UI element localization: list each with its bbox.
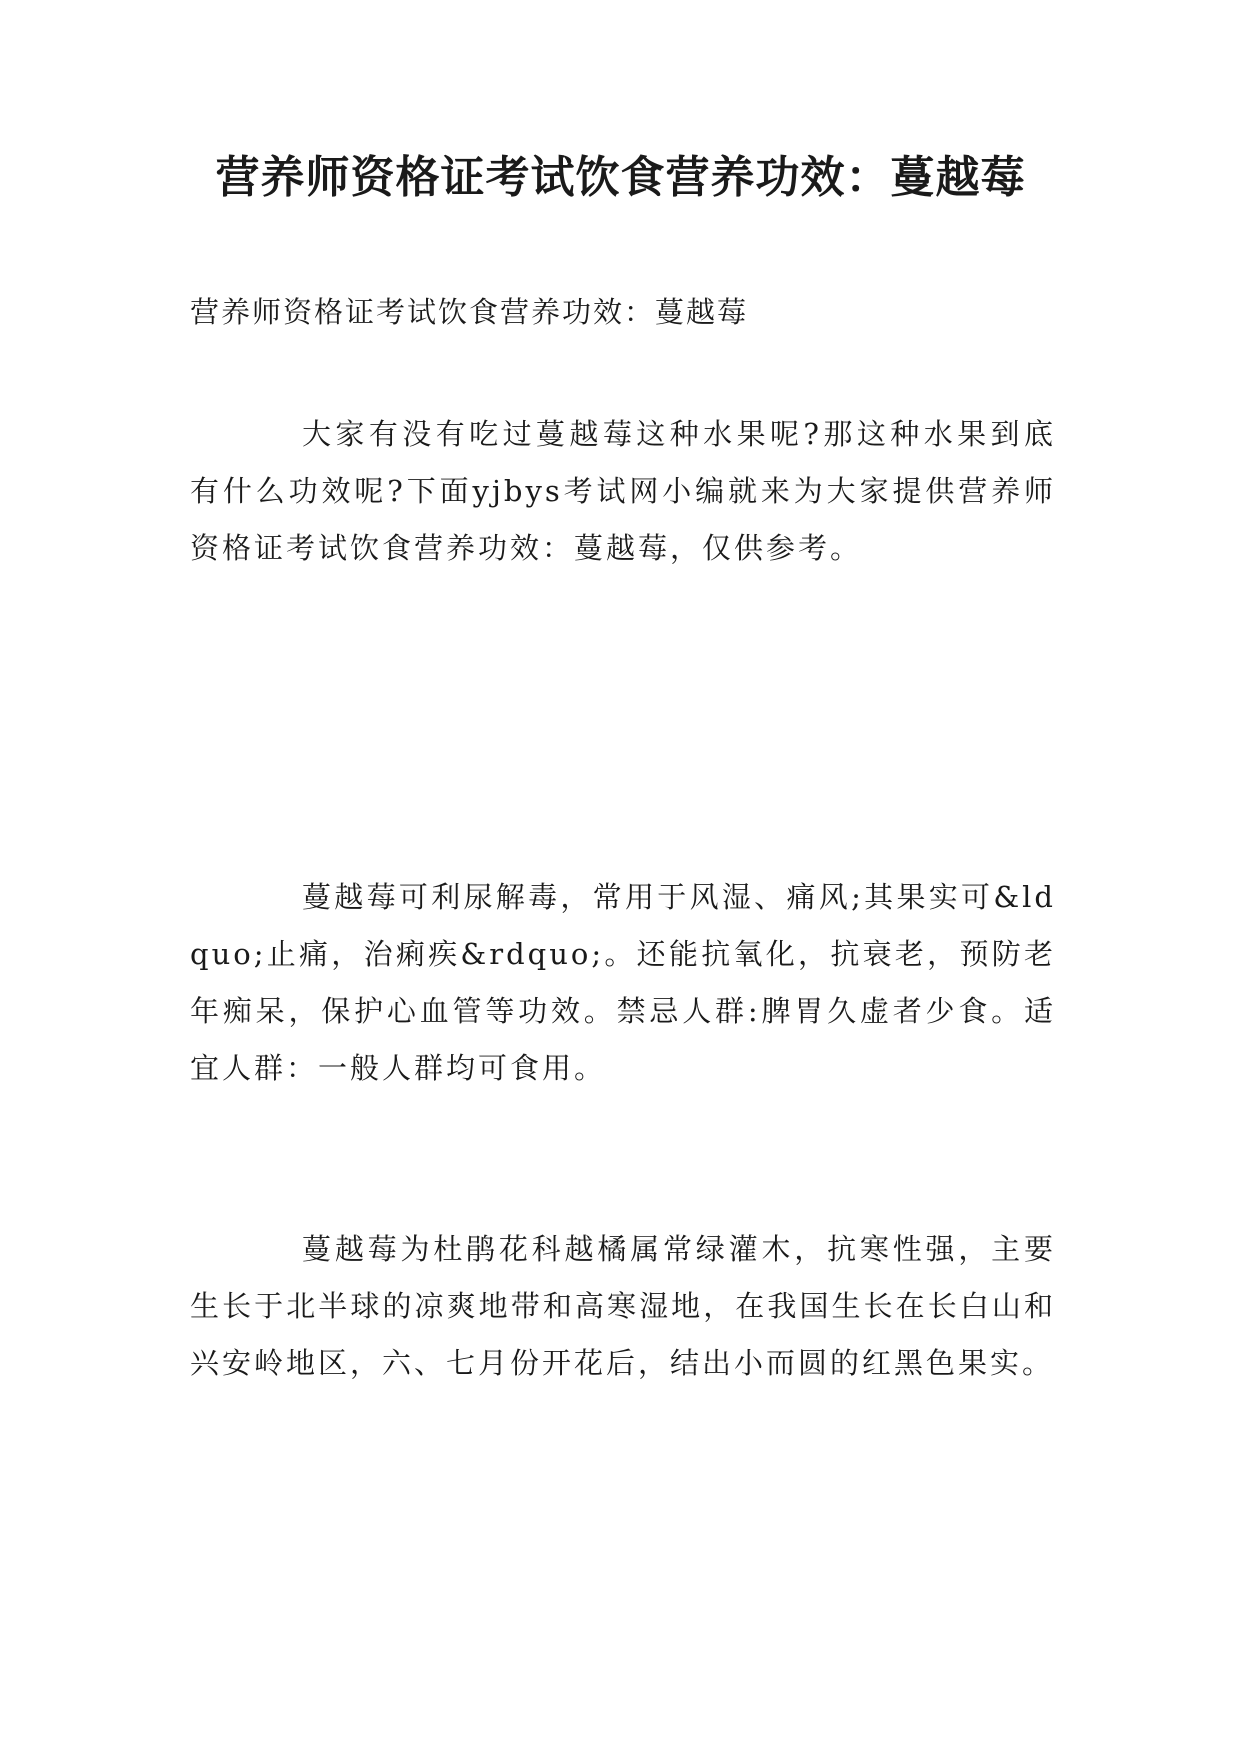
paragraph-effects: 蔓越莓可利尿解毒，常用于风湿、痛风;其果实可&ldquo;止痛，治痢疾&rdquo;。还能抗氧化，抗衰老，预防老年痴呆，保护心血管等功效。禁忌人群:脾胃久虚者少食。适宜人群：一般人群均可食用。 [190,880,1056,1085]
paragraph-intro: 大家有没有吃过蔓越莓这种水果呢?那这种水果到底有什么功效呢?下面yjbys考试网小编就来为大家提供营养师资格证考试饮食营养功效：蔓越莓，仅供参考。 [190,417,1056,565]
document-title: 营养师资格证考试饮食营养功效：蔓越莓 [215,152,1026,203]
document-subtitle: 营养师资格证考试饮食营养功效：蔓越莓 [190,295,749,329]
paragraph-description: 蔓越莓为杜鹃花科越橘属常绿灌木，抗寒性强，主要生长于北半球的凉爽地带和高寒湿地，在我国生长在长白山和兴安岭地区，六、七月份开花后，结出小而圆的红黑色果实。 [190,1232,1056,1380]
